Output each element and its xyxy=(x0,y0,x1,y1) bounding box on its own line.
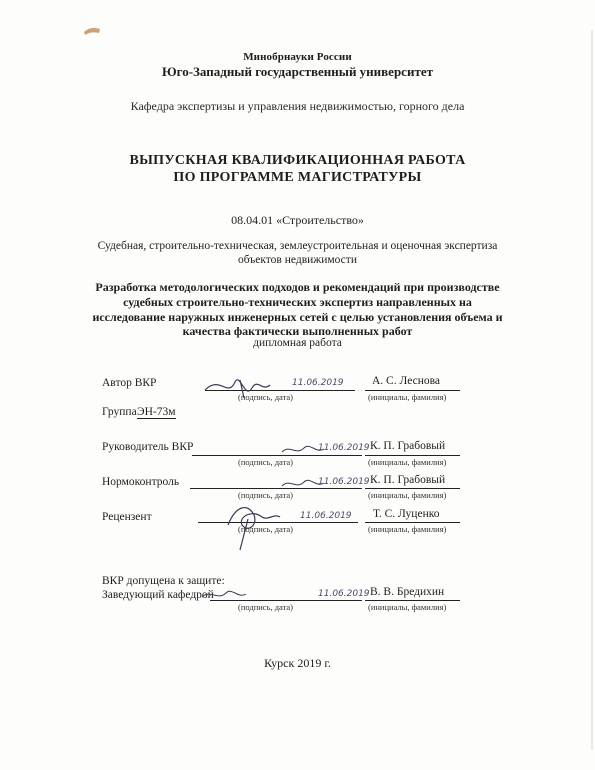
thesis-topic-line-2: судебных строительно-технических экспертиз направленных на xyxy=(123,295,472,309)
reviewer-name-caption: (инициалы, фамилия) xyxy=(368,524,447,534)
head-signature-caption: (подпись, дата) xyxy=(238,602,294,612)
author-name: А. С. Леснова xyxy=(372,375,440,387)
supervisor-name-caption: (инициалы, фамилия) xyxy=(368,457,447,467)
reviewer-handwritten-date: 11.06.2019 xyxy=(300,511,352,521)
norm-control-handwritten-date: 11.06.2019 xyxy=(318,477,370,487)
program-name-line-2: объектов недвижимости xyxy=(238,254,357,266)
author-name-line xyxy=(365,390,460,391)
corner-mark xyxy=(84,26,100,36)
document-title-line-2: ПО ПРОГРАММЕ МАГИСТРАТУРЫ xyxy=(173,170,422,185)
ministry-name: Минобрнауки России xyxy=(243,51,352,63)
work-type: дипломная работа xyxy=(253,337,342,349)
reviewer-label: Рецензент xyxy=(102,511,152,523)
group-label: Группа xyxy=(102,406,137,418)
norm-control-name: К. П. Грабовый xyxy=(370,474,446,486)
supervisor-handwritten-date: 11.06.2019 xyxy=(318,443,370,453)
document-title-line-1: ВЫПУСКНАЯ КВАЛИФИКАЦИОННАЯ РАБОТА xyxy=(129,153,466,168)
head-handwritten-date: 11.06.2019 xyxy=(318,589,370,599)
reviewer-name: Т. С. Луценко xyxy=(373,508,440,520)
norm-control-name-line xyxy=(365,488,460,489)
supervisor-name: К. П. Грабовый xyxy=(370,440,446,452)
city-year: Курск 2019 г. xyxy=(264,656,331,670)
thesis-topic-line-3: исследование наружных инженерных сетей с целью установления объема и xyxy=(92,310,503,324)
norm-control-label: Нормоконтроль xyxy=(102,476,180,488)
supervisor-label: Руководитель ВКР xyxy=(102,441,194,453)
department-name: Кафедра экспертизы и управления недвижимостью, горного дела xyxy=(130,99,465,113)
thesis-topic-line-1: Разработка методологических подходов и рекомендаций при производстве xyxy=(95,280,500,294)
group-value: ЭН-73м xyxy=(137,406,176,418)
supervisor-signature-caption: (подпись, дата) xyxy=(238,457,294,467)
scan-edge xyxy=(591,30,593,750)
author-handwritten-date: 11.06.2019 xyxy=(292,378,344,388)
reviewer-name-line xyxy=(365,522,460,523)
norm-control-name-caption: (инициалы, фамилия) xyxy=(368,490,447,500)
supervisor-name-line xyxy=(365,455,460,456)
admission-label: ВКР допущена к защите: xyxy=(102,575,225,587)
head-of-department-label: Заведующий кафедрой xyxy=(102,589,214,601)
program-name-line-1: Судебная, строительно-техническая, землеустроительная и оценочная экспертиза xyxy=(97,240,498,252)
head-of-department-name: В. В. Бредихин xyxy=(370,586,445,598)
university-name: Юго-Западный государственный университет xyxy=(162,64,433,79)
author-signature-caption: (подпись, дата) xyxy=(238,392,294,402)
head-name-caption: (инициалы, фамилия) xyxy=(368,602,447,612)
author-name-caption: (инициалы, фамилия) xyxy=(368,392,447,402)
reviewer-signature-caption: (подпись, дата) xyxy=(238,524,294,534)
head-name-line xyxy=(365,600,460,601)
author-label: Автор ВКР xyxy=(102,377,157,389)
norm-control-signature-caption: (подпись, дата) xyxy=(238,490,294,500)
thesis-topic-line-4: качества фактически выполненных работ xyxy=(182,324,413,338)
specialty-code: 08.04.01 «Строительство» xyxy=(231,213,364,227)
